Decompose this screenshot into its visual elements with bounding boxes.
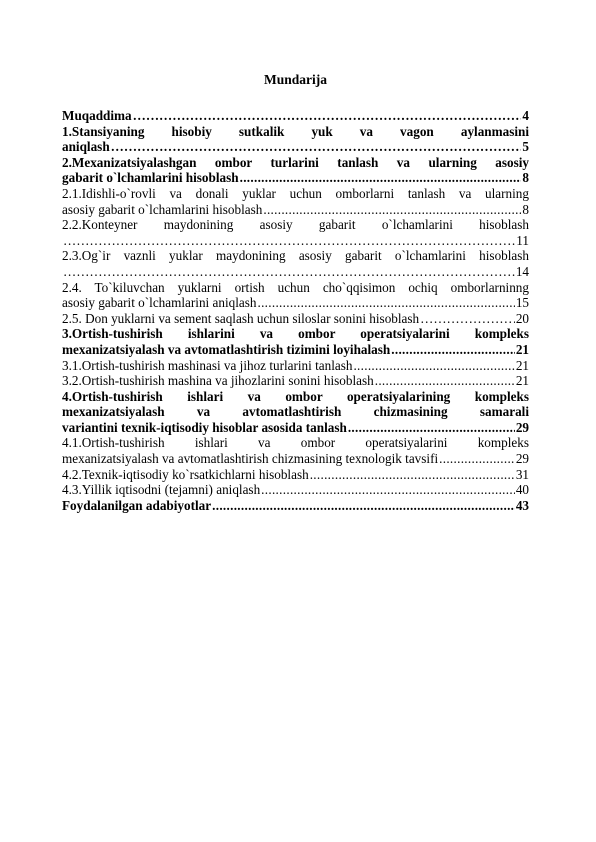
toc-entry-last-line (62, 233, 529, 249)
toc-page-number: 31 (515, 466, 529, 482)
toc-entry-last-line (62, 139, 529, 155)
toc-entry-line: mexanizatsiyalash va avtomatlashtirish chizmasining samarali (62, 404, 529, 420)
toc-entry-last-line (62, 170, 529, 186)
toc-entry-line: 2.1.Idishli-o`rovli va donali yuklar uchun omborlarni tanlash va ularning (62, 185, 529, 201)
toc-entry-muqaddima (62, 108, 529, 124)
toc-entry-text: mexanizatsiyalash va avtomatlashtirish chizmasining texnologik tavsifi (62, 451, 439, 467)
toc-entry-last-line (62, 264, 529, 280)
toc-dot-leader (257, 295, 514, 311)
toc-entry-last-line (62, 202, 529, 218)
toc-entry-text: 4.2.Texnik-iqtisodiy ko`rsatkichlarni hisoblash (62, 466, 309, 482)
toc-dot-leader (263, 202, 521, 218)
toc-dot-leader (111, 139, 522, 155)
toc-page-number: 20 (515, 310, 529, 326)
toc-dot-leader (391, 342, 515, 358)
toc-page-number: 21 (515, 341, 529, 357)
toc-entry-line: 3.Ortish-tushirish ishlarini va ombor operatsiyalarini kompleks (62, 326, 529, 342)
toc-entry-text: variantini texnik-iqtisodiy hisoblar asosida tanlash (62, 419, 347, 435)
toc-entry-last-line (62, 342, 529, 358)
page-title: Mundarija (263, 72, 327, 87)
toc-entry-line: 2.Mexanizatsiyalashgan ombor turlarini tanlash va ularning asosiy (62, 154, 529, 170)
toc-page-number: 40 (515, 482, 529, 498)
toc-entry-last-line (62, 108, 529, 124)
toc-entry-last-line (62, 498, 529, 514)
toc-entry-s3-1 (62, 358, 529, 374)
toc-entry-text: asosiy gabarit o`lchamlarini hisoblash (62, 201, 263, 217)
toc-entry-text: 3.1.Ortish-tushirish mashinasi va jihoz turlarini tanlash (62, 357, 353, 373)
toc-entry-last-line (62, 420, 529, 436)
toc-dot-leader (240, 170, 522, 186)
toc-dot-leader (133, 108, 522, 124)
toc-entry-line: 2.4. To`kiluvchan yuklarni ortish uchun cho`qqisimon ochiq omborlarninng (62, 279, 529, 295)
toc-entry-s1 (62, 124, 529, 155)
toc-entry-text: gabarit o`lchamlarini hisoblash (62, 170, 239, 186)
toc-page-number: 29 (515, 419, 529, 435)
toc-entry-last-line (62, 358, 529, 374)
toc-dot-leader (439, 451, 515, 467)
toc-page-number: 11 (516, 232, 529, 248)
toc-dot-leader (353, 358, 514, 374)
toc-entry-s2-5 (62, 311, 529, 327)
toc-entry-line: 1.Stansiyaning hisobiy sutkalik yuk va vagon aylanmasini (62, 123, 529, 139)
toc-dot-leader (375, 373, 515, 389)
table-of-contents (62, 108, 529, 513)
toc-entry-last-line (62, 451, 529, 467)
toc-entry-s2-1 (62, 186, 529, 217)
toc-entry-text: Muqaddima (62, 108, 132, 123)
toc-entry-s4-3 (62, 482, 529, 498)
toc-dot-leader (261, 482, 515, 498)
toc-page-number: 8 (522, 201, 529, 217)
toc-dot-leader (348, 420, 515, 436)
toc-dot-leader (310, 467, 515, 483)
toc-entry-s3 (62, 326, 529, 357)
toc-entry-s2-4 (62, 280, 529, 311)
toc-page-number: 29 (515, 451, 529, 467)
toc-entry-last-line (62, 373, 529, 389)
toc-dot-leader (420, 311, 515, 327)
toc-page-number: 21 (515, 373, 529, 389)
toc-entry-line: 2.3.Og`ir vaznli yuklar maydonining asosiy gabarit o`lchamlarini hisoblash (62, 248, 529, 264)
toc-entry-last-line (62, 467, 529, 483)
toc-page-number: 21 (515, 357, 529, 373)
toc-dot-leader (63, 233, 515, 249)
toc-entry-text: 2.5. Don yuklarni va sement saqlash uchun siloslar sonini hisoblash (62, 310, 420, 326)
toc-entry-text: mexanizatsiyalash va avtomatlashtirish tizimini loyihalash (62, 341, 391, 357)
toc-entry-last-line (62, 311, 529, 327)
toc-page-number: 43 (515, 497, 529, 513)
toc-entry-last-line (62, 295, 529, 311)
toc-entry-line: 2.2.Konteyner maydonining asosiy gabarit o`lchamlarini hisoblash (62, 217, 529, 233)
toc-page-number: 8 (522, 170, 529, 186)
toc-entry-last-line (62, 482, 529, 498)
toc-page-number: 4 (522, 108, 529, 123)
toc-page-number: 14 (515, 263, 529, 279)
toc-entry-line: 4.Ortish-tushirish ishlari va ombor operatsiyalarining kompleks (62, 388, 529, 404)
toc-page-number: 5 (522, 139, 529, 155)
toc-entry-s4 (62, 389, 529, 436)
toc-entry-s4-2 (62, 467, 529, 483)
toc-entry-s4-1 (62, 435, 529, 466)
toc-entry-s2-2 (62, 217, 529, 248)
toc-entry-s2 (62, 155, 529, 186)
toc-entry-text: asosiy gabarit o`lchamlarini aniqlash (62, 295, 257, 311)
toc-entry-s2-3 (62, 248, 529, 279)
toc-dot-leader (212, 498, 515, 514)
toc-entry-text: Foydalanilgan adabiyotlar (62, 497, 212, 513)
toc-dot-leader (63, 264, 515, 280)
toc-entry-s3-2 (62, 373, 529, 389)
toc-entry-line: 4.1.Ortish-tushirish ishlari va ombor operatsiyalarini kompleks (62, 435, 529, 451)
toc-entry-text: aniqlash (62, 139, 110, 155)
toc-entry-text: 4.3.Yillik iqtisodni (tejamni) aniqlash (62, 482, 261, 498)
toc-page-number: 15 (515, 295, 529, 311)
toc-entry-text: 3.2.Ortish-tushirish mashina va jihozlarini sonini hisoblash (62, 373, 374, 389)
toc-entry-foydalanilgan (62, 498, 529, 514)
